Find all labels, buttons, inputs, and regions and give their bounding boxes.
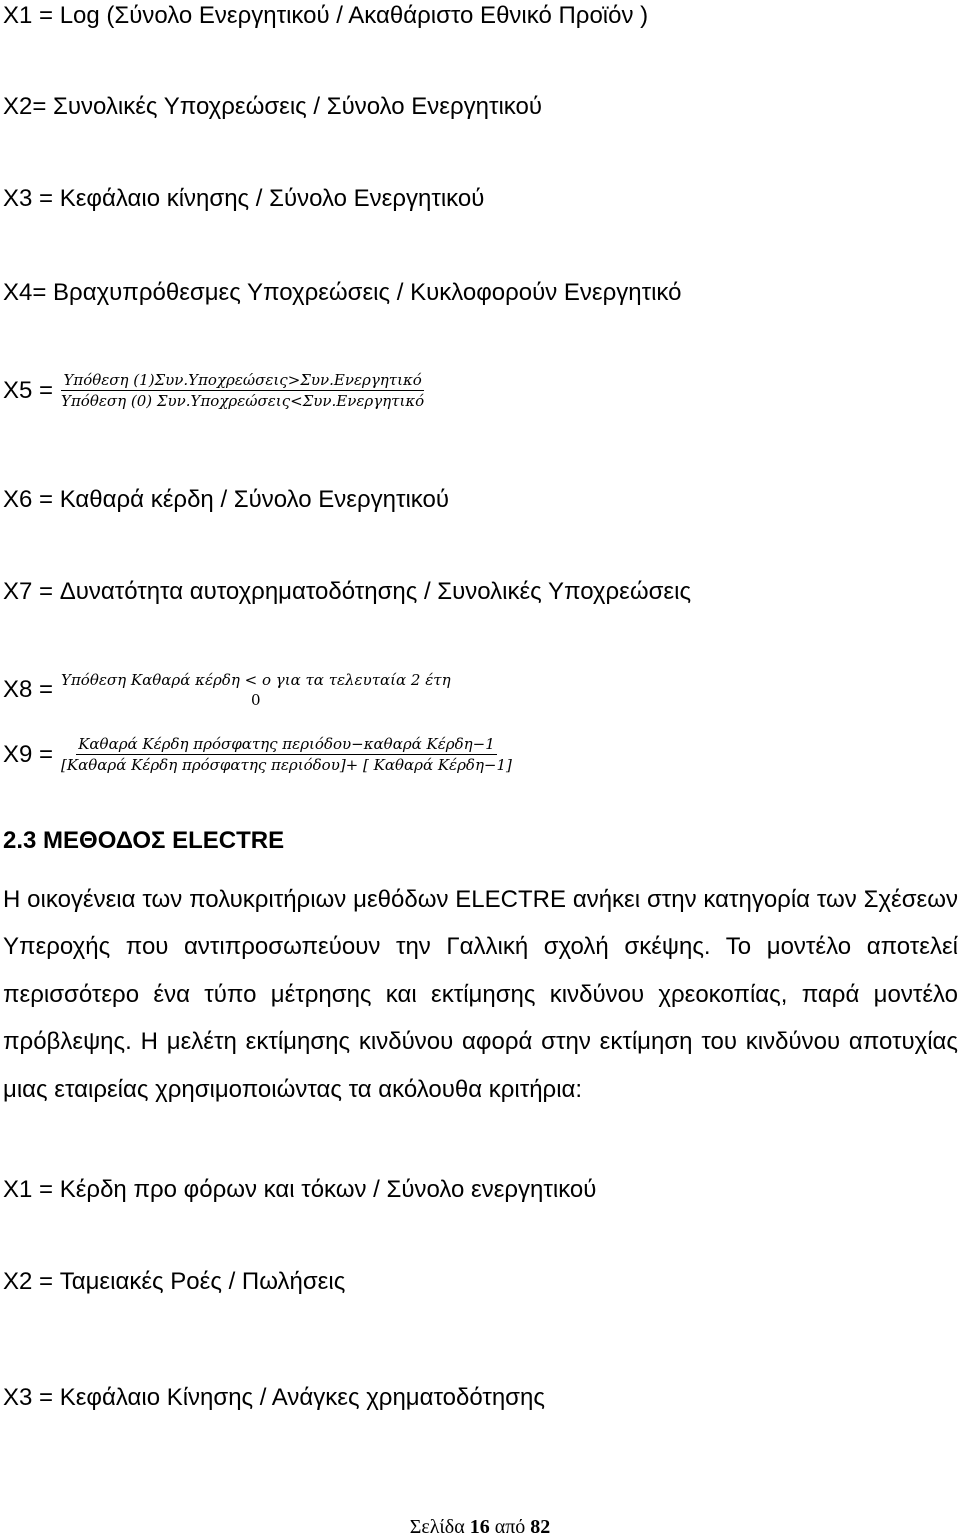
formula-x2: X2= Συνολικές Υποχρεώσεις / Σύνολο Ενεργητικού [3,93,542,120]
formula-x8-numerator: Υπόθεση Καθαρά κέρδη < ο για τα τελευταία 2 έτη [61,671,451,689]
formula-x7: X7 = Δυνατότητα αυτοχρηματοδότησης / Συνολικές Υποχρεώσεις [3,578,692,605]
criterion-x3: X3 = Κεφάλαιο Κίνησης / Ανάγκες χρηματοδότησης [3,1384,545,1411]
formula-x8-fraction [59,670,453,710]
formula-x9-denominator: [Καθαρά Κέρδη πρόσφατης περιόδου]+ [ Καθαρά Κέρδη−1] [61,756,512,774]
section-heading: 2.3 ΜΕΘΟΔΟΣ ELECTRE [3,827,285,854]
formula-x5-label: X5 = [3,376,54,404]
formula-x9-label: X9 = [3,740,54,768]
page-footer [0,1515,960,1539]
formula-x9-fraction [59,734,514,775]
formula-x6: X6 = Καθαρά κέρδη / Σύνολο Ενεργητικού [3,486,449,513]
footer-separator: από [494,1516,526,1538]
formula-x5-fraction [59,370,426,411]
formula-x8 [3,670,453,710]
footer-total-pages: 82 [530,1516,551,1538]
formula-x9 [3,734,514,775]
footer-page-number: 16 [469,1516,490,1538]
formula-x5 [3,370,426,411]
criterion-x1: X1 = Κέρδη προ φόρων και τόκων / Σύνολο ενεργητικού [3,1176,597,1203]
formula-x9-numerator: Καθαρά Κέρδη πρόσφατης περιόδου−καθαρά Κέρδη−1 [78,735,495,753]
formula-x3: X3 = Κεφάλαιο κίνησης / Σύνολο Ενεργητικού [3,185,485,212]
formula-x5-numerator: Υπόθεση (1)Συν.Υποχρεώσεις>Συν.Ενεργητικό [63,371,422,389]
criterion-x2: X2 = Ταμειακές Ροές / Πωλήσεις [3,1268,346,1295]
formula-x8-denominator: 0 [251,691,261,709]
formula-x5-denominator: Υπόθεση (0) Συν.Υποχρεώσεις<Συν.Ενεργητικό [61,392,425,410]
formula-x8-label: X8 = [3,676,54,703]
body-paragraph: Η οικογένεια των πολυκριτήριων μεθόδων ELECTRE ανήκει στην κατηγορία των Σχέσεων Υπεροχής που αντιπροσωπεύουν την Γαλλική σχολή σκέψης. Το μοντέλο αποτελεί περισσότερο ένα τύπο μέτρησης και εκτίμησης κινδύνου χρεοκοπίας, παρά μοντέλο πρόβλεψης. Η μελέτη εκτίμησης κινδύνου αφορά στην εκτίμηση του κινδύνου αποτυχίας μιας εταιρείας χρησιμοποιώντας τα ακόλουθα κριτήρια: [3,886,958,1103]
formula-x1: X1 = Log (Σύνολο Ενεργητικού / Ακαθάριστο Εθνικό Προϊόν ) [3,2,649,29]
footer-page-label: Σελίδα [409,1516,465,1538]
formula-x4: X4= Βραχυπρόθεσμες Υποχρεώσεις / Κυκλοφορούν Ενεργητικό [3,279,682,306]
